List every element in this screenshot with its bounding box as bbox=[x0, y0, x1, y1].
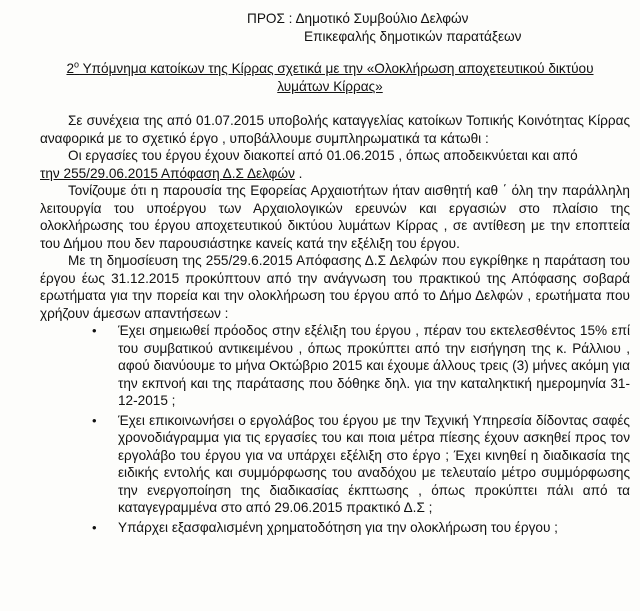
list-item-text: Υπάρχει εξασφαλισμένη χρηματοδότηση για την ολοκλήρωση του έργου ; bbox=[118, 519, 558, 535]
list-item bbox=[40, 519, 630, 537]
recipient-name: Δημοτικό Συμβούλιο Δελφών bbox=[295, 11, 469, 26]
subject-ordinal: 2 bbox=[66, 61, 75, 76]
recipient-block bbox=[247, 10, 627, 45]
list-item-text: Έχει επικοινωνήσει ο εργολάβος του έργου με την Τεχνική Υπηρεσία δίδοντας σαφές χρονοδιάγραμμα για τις εργασίες του και ποια μέτρα πίεσης έχουν ασκηθεί προς τον εργολάβο του έργου για να υπάρχει εξέλιξη στο έργο ; Έχει κινηθεί η διαδικασία της ειδικής εντολής και συμμόρφωσης του αναδόχου με τελευταίο μέτρο συμμόρφωσης την ενεργοποίηση της διαδικασίας έκπτωσης , όπως προκύπτει πάλι από τα καταγεγραμμένα στο από 29.06.2015 πρακτικό Δ.Σ ; bbox=[118, 412, 630, 515]
question-list bbox=[40, 322, 630, 536]
decision-reference: την 255/29.06.2015 Απόφαση Δ.Σ Δελφών bbox=[40, 165, 295, 181]
recipient-line-1 bbox=[247, 10, 627, 28]
paragraph-4: Με τη δημοσίευση της 255/29.6.2015 Απόφασης Δ.Σ Δελφών που εγκρίθηκε η παράταση του έργου έως 31.12.2015 προκύπτουν από την ανάγνωση του πρακτικού της Απόφασης σοβαρά ερωτήματα για την πορεία και την ολοκλήρωση του έργου από το Δήμο Δελφών , ερωτήματα που χρήζουν άμεσων απαντήσεων : bbox=[40, 253, 630, 321]
bullet-icon: • bbox=[92, 519, 97, 535]
paragraph-2 bbox=[40, 147, 630, 165]
to-label: ΠΡΟΣ : bbox=[247, 11, 293, 26]
list-item-text: Έχει σημειωθεί πρόοδος στην εξέλιξη του έργου , πέραν του εκτελεσθέντος 15% επί του συμβατικού αντικειμένου , όπως προκύπτει από την εισήγηση της κ. Ράλλιου , αφού διανύουμε το μήνα Οκτώβριο 2015 και έχουμε άλλους τρεις (3) μήνες ακόμη για την εκπνοή και της παράτασης που δόθηκε δηλ. για την καταληκτική ημερομηνία 31-12-2015 ; bbox=[118, 323, 630, 408]
paragraph-1: Σε συνέχεια της από 01.07.2015 υποβολής καταγγελίας κατοίκων Τοπικής Κοινότητας Κίρρας αναφορικά με το σχετικό έργο , υποβάλλουμε συμπληρωματικά τα κάτωθι : bbox=[40, 113, 630, 146]
subject-heading bbox=[40, 60, 620, 95]
subject-ordinal-sup: ο bbox=[74, 59, 80, 70]
paragraph-3: Τονίζουμε ότι η παρουσία της Εφορείας Αρχαιοτήτων ήταν αισθητή καθ ΄ όλη την παράλληλη λειτουργία του υποέργου των Αρχαιολογικών ερευνών και εργασιών στο πλαίσιο της ολοκλήρωσης του έργου αποχετευτικού δικτύου λυμάτων Κίρρας , σε αντίθεση με την εποπτεία του Δήμου που δεν παρουσιάστηκε κανείς κατά την εξέλιξη του έργου. bbox=[40, 183, 630, 251]
subject-text: Υπόμνημα κατοίκων της Κίρρας σχετικά με την «Ολοκλήρωση αποχετευτικού δικτύου λυμάτων Κίρρας» bbox=[79, 61, 594, 94]
paragraph-2-end: . bbox=[294, 165, 303, 181]
bullet-icon: • bbox=[92, 412, 97, 428]
list-item bbox=[40, 322, 630, 410]
document-body bbox=[40, 112, 630, 538]
bullet-icon: • bbox=[92, 323, 97, 338]
paragraph-2-continued bbox=[40, 165, 630, 183]
recipient-line-2: Επικεφαλής δημοτικών παρατάξεων bbox=[304, 28, 522, 44]
paragraph-2-text: Οι εργασίες του έργου έχουν διακοπεί από 01.06.2015 , όπως αποδεικνύεται και από bbox=[68, 148, 578, 163]
list-item bbox=[40, 412, 630, 517]
